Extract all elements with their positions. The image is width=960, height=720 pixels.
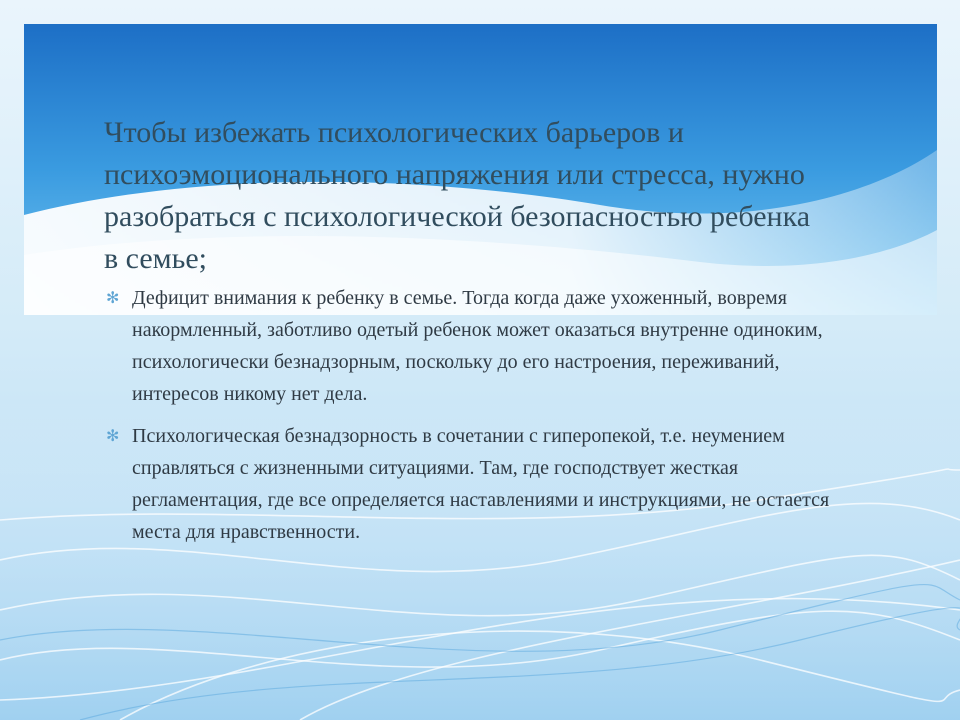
bullet-item [104,282,864,410]
asterisk-bullet-icon: ✻ [106,428,120,445]
asterisk-bullet-icon: ✻ [106,290,120,307]
bullet-text: Дефицит внимания к ребенку в семье. Тогда когда даже ухоженный, вовремя накормленный, заботливо одетый ребенок может оказаться внутренне одиноким, психологически безнадзорным, поскольку до его настроения, переживаний, интересов никому нет дела. [132,287,823,405]
bullet-text: Психологическая безнадзорность в сочетании с гиперопекой, т.е. неумением справляться с жизненными ситуациями. Там, где господствует жесткая регламентация, где все определяется наставлениями и инструкциями, не остается места для нравственности. [132,425,830,543]
bullet-item [104,420,864,548]
bullet-list [104,282,864,558]
slide-title: Чтобы избежать психологических барьеров и психоэмоционального напряжения или стресса, нужно разобраться с психологической безопасностью ребенка в семье; [104,116,811,275]
